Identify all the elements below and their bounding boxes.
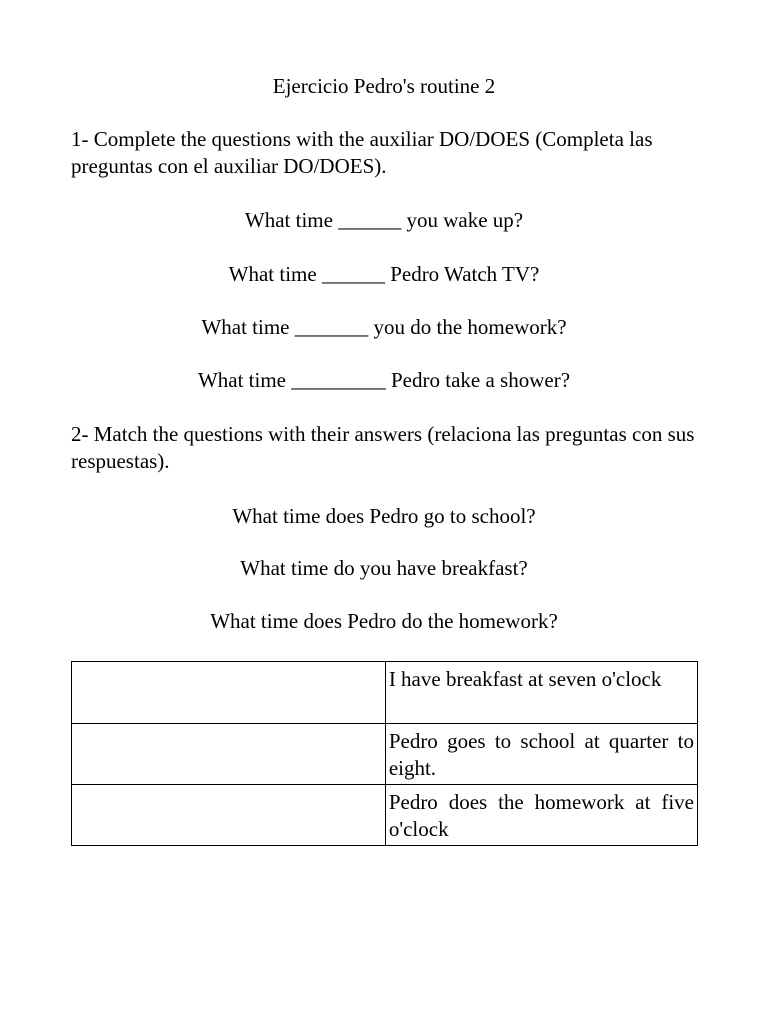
page-title: Ejercicio Pedro's routine 2: [272, 74, 496, 98]
table-row: [72, 785, 698, 846]
blank-answer-cell[interactable]: [72, 724, 386, 785]
exercise-2-question: What time does Pedro do the homework?: [210, 609, 558, 633]
exercise-2-instruction: 2- Match the questions with their answers (relaciona las preguntas con sus respuestas).: [71, 422, 695, 473]
exercise-1-question: What time _________ Pedro take a shower?: [197, 368, 571, 392]
answer-cell: I have breakfast at seven o'clock: [385, 662, 697, 724]
exercise-1-question: What time ______ you wake up?: [244, 208, 524, 232]
answer-cell: Pedro does the homework at five o'clock: [385, 785, 697, 846]
exercise-2-question: What time do you have breakfast?: [240, 556, 528, 580]
exercise-1-instruction: 1- Complete the questions with the auxiliar DO/DOES (Completa las preguntas con el auxiliar DO/DOES).: [71, 127, 653, 178]
table-row: [72, 662, 698, 724]
exercise-2-question: What time does Pedro go to school?: [232, 504, 536, 528]
blank-answer-cell[interactable]: [72, 785, 386, 846]
exercise-1-question: What time ______ Pedro Watch TV?: [228, 262, 540, 286]
table-row: [72, 724, 698, 785]
exercise-1-question: What time _______ you do the homework?: [201, 315, 567, 339]
answers-table: [71, 661, 698, 846]
blank-answer-cell[interactable]: [72, 662, 386, 724]
answer-cell: Pedro goes to school at quarter to eight.: [385, 724, 697, 785]
